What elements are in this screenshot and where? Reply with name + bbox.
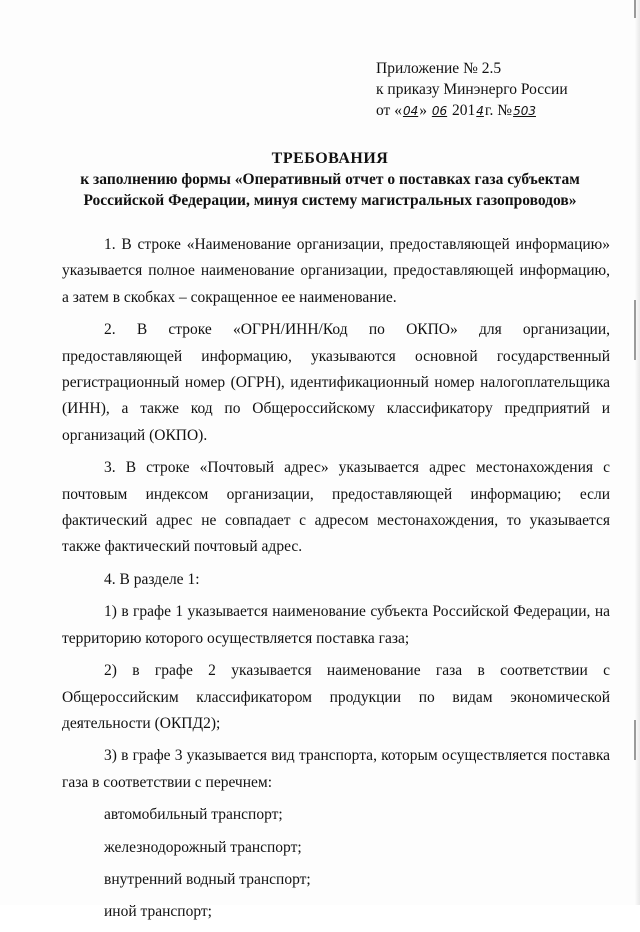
scan-mark [634, 300, 636, 360]
list-item: иной транспорт; [104, 903, 212, 921]
order-month: 06 [431, 104, 448, 118]
paragraph-7: 3) в графе 3 указывается вид транспорта, которым осуществляется поставка газа в соответствии с перечнем: [62, 747, 610, 791]
paragraph-3: 3. В строке «Почтовый адрес» указывается адрес местонахождения с почтовым индексом организации, предоставляющей информацию; если фактический адрес не совпадает с адресом местонахождения, то указывается также фактический почтовый адрес. [62, 459, 610, 556]
order-number: 503 [513, 104, 536, 118]
title-subline-1: к заполнению формы «Оперативный отчет о поставках газа субъектам [80, 171, 580, 188]
list-item: железнодорожный транспорт; [104, 838, 302, 856]
appendix-header [376, 58, 616, 122]
list-item: автомобильный транспорт; [104, 806, 283, 824]
paragraph-2: 2. В строке «ОГРН/ИНН/Код по ОКПО» для организации, предоставляющей информацию, указываются основной государственный регистрационный номер (ОГРН), идентификационный номер налогоплательщика (ИНН), а также код по Общероссийскому классификатору предприятий и организаций (ОКПО). [62, 321, 610, 444]
title-subline-2: Российской Федерации, минуя систему магистральных газопроводов» [83, 192, 577, 209]
list-item: внутренний водный транспорт; [104, 870, 311, 888]
scan-edge [634, 0, 640, 905]
title-heading: ТРЕБОВАНИЯ [271, 150, 389, 167]
document-body [62, 232, 610, 932]
order-year-digit: 4 [476, 104, 484, 118]
appendix-number: Приложение № 2.5 [376, 60, 502, 77]
paragraph-6: 2) в графе 2 указывается наименование газа в соответствии с Общероссийским классификатором продукции по видам экономической деятельности (ОКПД2); [62, 662, 610, 732]
scan-mark [634, 720, 636, 760]
document-title [40, 148, 620, 211]
paragraph-5: 1) в графе 1 указывается наименование субъекта Российской Федерации, на территорию которого осуществляется поставка газа; [62, 603, 610, 647]
paragraph-4: 4. В разделе 1: [104, 570, 200, 588]
paragraph-1: 1. В строке «Наименование организации, предоставляющей информацию» указывается полное наименование организации, предоставляющей информацию, а затем в скобках – сокращенное ее наименование. [62, 236, 610, 306]
order-day: 04 [402, 104, 419, 118]
scan-mark [634, 0, 636, 18]
order-date-number: от «04» 06 2014г. №503 [376, 102, 536, 119]
order-reference: к приказу Минэнерго России [376, 81, 568, 98]
